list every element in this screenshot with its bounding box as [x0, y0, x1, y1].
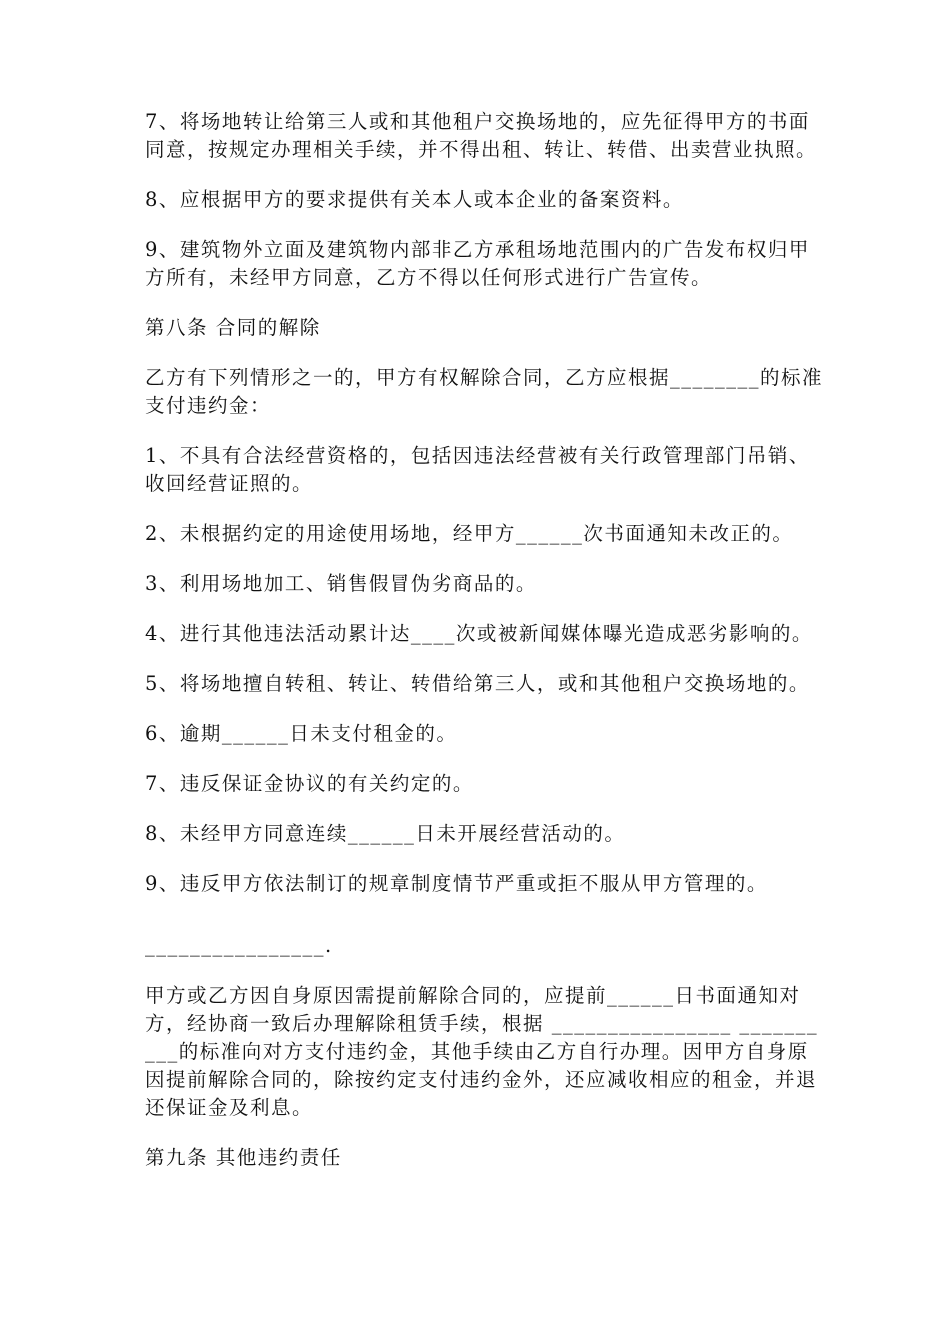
termination-item-5: 5、将场地擅自转租、转让、转借给第三人，或和其他租户交换场地的。: [145, 672, 810, 695]
termination-item-1: 1、不具有合法经营资格的，包括因违法经营被有关行政管理部门吊销、收回经营证照的。: [145, 444, 810, 495]
termination-item-9: 9、违反甲方依法制订的规章制度情节严重或拒不服从甲方管理的。: [145, 872, 768, 895]
spacer: [145, 920, 825, 932]
termination-item-8: 8、未经甲方同意连续______日未开展经营活动的。: [145, 822, 626, 845]
termination-item-6: 6、逾期______日未支付租金的。: [145, 722, 458, 745]
article-8-heading: 第八条 合同的解除: [145, 316, 321, 339]
termination-item-4: 4、进行其他违法活动累计达____次或被新闻媒体曝光造成恶劣影响的。: [145, 622, 813, 645]
termination-item-7: 7、违反保证金协议的有关约定的。: [145, 772, 474, 795]
termination-intro: 乙方有下列情形之一的，甲方有权解除合同，乙方应根据________的标准支付违约金：: [145, 366, 824, 417]
clause-7-transfer: 7、将场地转让给第三人或和其他租户交换场地的，应先征得甲方的书面同意，按规定办理相关手续，并不得出租、转让、转借、出卖营业执照。: [145, 110, 818, 161]
document-body: [145, 108, 825, 1194]
article-9-heading: 第九条 其他违约责任: [145, 1146, 342, 1169]
termination-item-2: 2、未根据约定的用途使用场地，经甲方______次书面通知未改正的。: [145, 522, 794, 545]
clause-9-advertising: 9、建筑物外立面及建筑物内部非乙方承租场地范围内的广告发布权归甲方所有，未经甲方同意，乙方不得以任何形式进行广告宣传。: [145, 238, 810, 289]
termination-item-3: 3、利用场地加工、销售假冒伪劣商品的。: [145, 572, 537, 595]
early-termination-clause: 甲方或乙方因自身原因需提前解除合同的，应提前______日书面通知对方，经协商一致后办理解除租赁手续，根据 ________________ __________的标准向对方支付违约金，其他手续由乙方自行办理。因甲方自身原因提前解除合同的，除按约定支付违约金外，还应减收相应的租金，并退还保证金及利息。: [145, 984, 819, 1119]
blank-line: ________________.: [145, 934, 333, 957]
clause-8-records: 8、应根据甲方的要求提供有关本人或本企业的备案资料。: [145, 188, 684, 211]
